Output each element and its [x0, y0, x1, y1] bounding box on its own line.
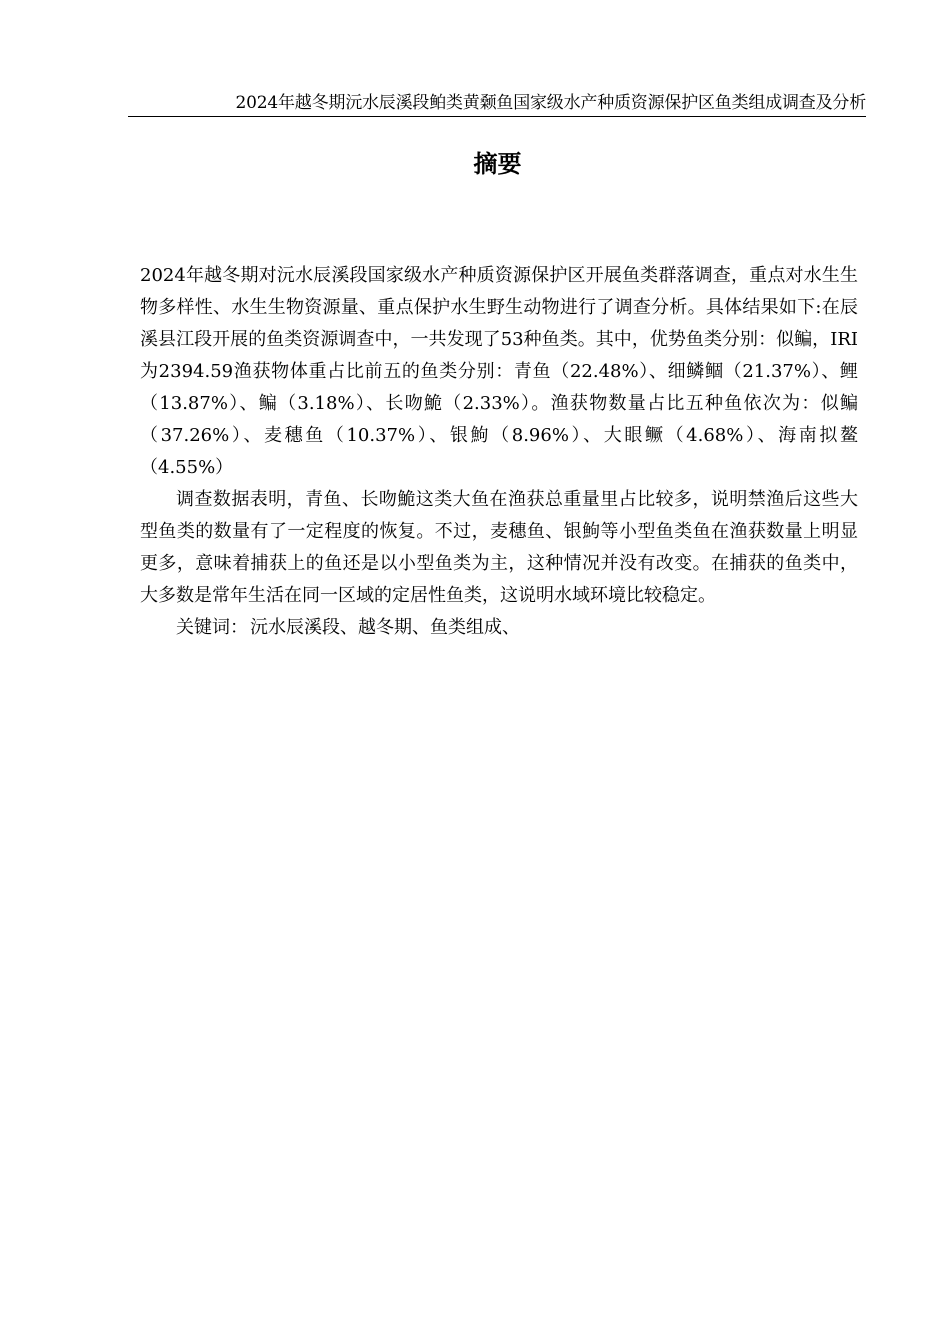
keywords-line: [140, 612, 858, 644]
running-header: 2024年越冬期沅水辰溪段鲌类黄颡鱼国家级水产种质资源保护区鱼类组成调查及分析: [128, 92, 866, 117]
abstract-paragraph-2: 调查数据表明，青鱼、长吻鮠这类大鱼在渔获总重量里占比较多，说明禁渔后这些大型鱼类的数量有了一定程度的恢复。不过，麦穗鱼、银鮈等小型鱼类鱼在渔获数量上明显更多，意味着捕获上的鱼还是以小型鱼类为主，这种情况并没有改变。在捕获的鱼类中，大多数是常年生活在同一区域的定居性鱼类，这说明水域环境比较稳定。: [140, 489, 858, 606]
abstract-title: 摘要: [473, 150, 522, 178]
keywords-label: 关键词：: [176, 617, 248, 638]
keywords-value: 沅水辰溪段、越冬期、鱼类组成、: [250, 617, 520, 638]
abstract-paragraph-1: 2024年越冬期对沅水辰溪段国家级水产种质资源保护区开展鱼类群落调查，重点对水生生物多样性、水生生物资源量、重点保护水生野生动物进行了调查分析。具体结果如下:在辰溪县江段开展的鱼类资源调查中，一共发现了53种鱼类。其中，优势鱼类分别：似鳊，IRI为2394.59渔获物体重占比前五的鱼类分别：青鱼（22.48%）、细鳞鲴（21.37%）、鲤（13.87%）、鳊（3.18%）、长吻鮠（2.33%）。渔获物数量占比五种鱼依次为：似鳊（37.26%）、麦穗鱼（10.37%）、银鮈（8.96%）、大眼鳜（4.68%）、海南拟鳌（4.55%）: [140, 265, 858, 478]
abstract-body: [140, 260, 858, 644]
